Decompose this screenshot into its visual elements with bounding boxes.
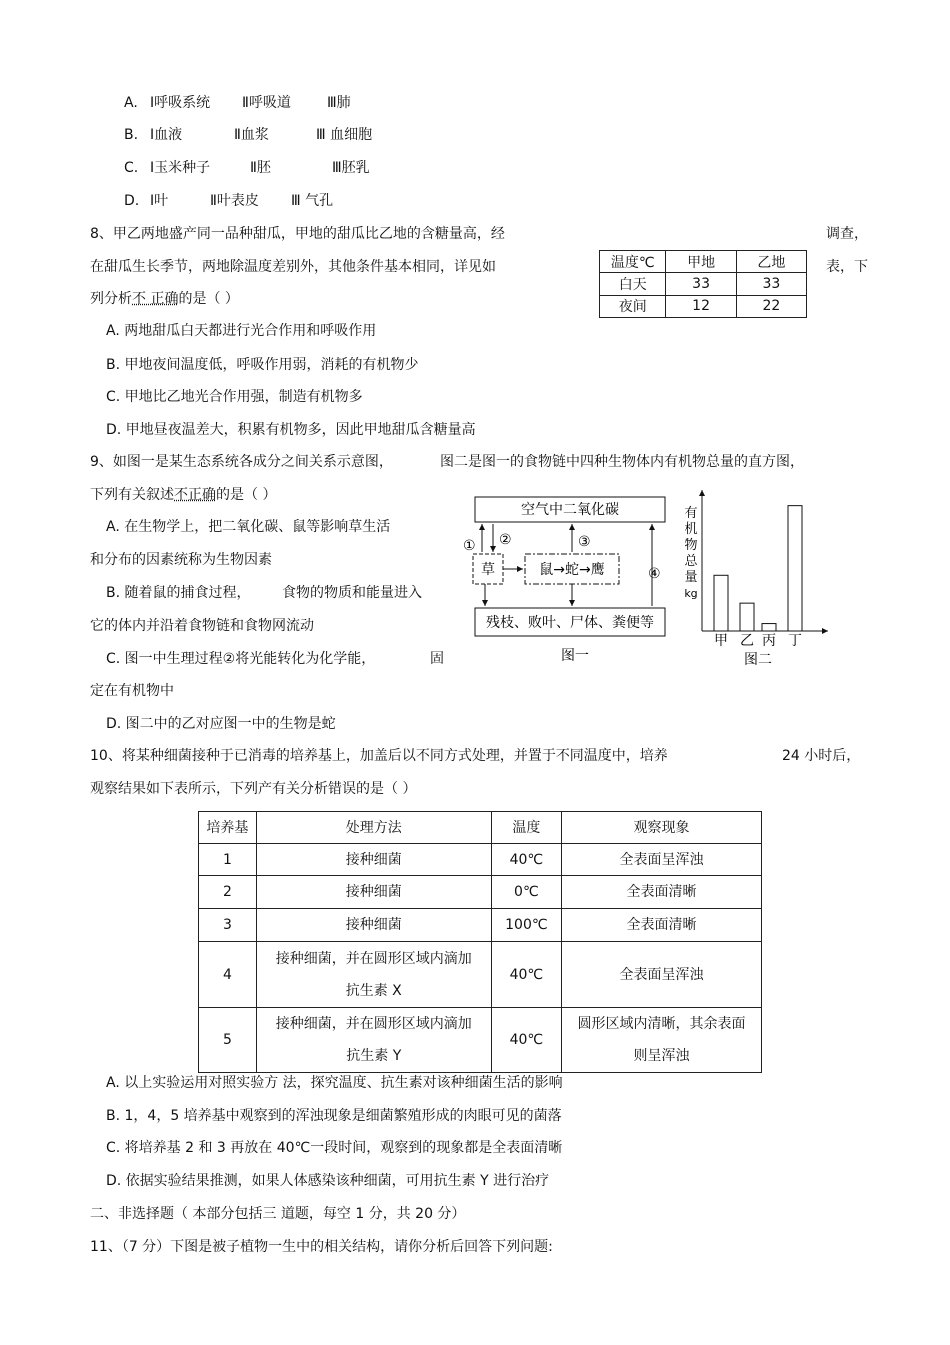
q8-stem-line1-end: 调查， [826, 226, 868, 242]
table-cell: 全表面呈浑浊 [562, 844, 762, 876]
biomass-bar-chart [680, 485, 840, 670]
chain-label: 鼠→蛇→鹰 [539, 562, 605, 578]
stem-text: 的是（ ） [178, 291, 239, 307]
q8-stem-line1: 8、甲乙两地盛产同一品种甜瓜，甲地的甜瓜比乙地的含糖量高，经 [90, 226, 505, 242]
method-line2: 抗生素 X [345, 982, 402, 999]
y-axis-label-char: 总 [684, 554, 698, 569]
q7-option-d [124, 192, 334, 210]
fig2-caption: 图二 [744, 652, 772, 668]
obs-line2: 则呈浑浊 [633, 1048, 690, 1064]
q8-option-b: B. 甲地夜间温度低，呼吸作用弱，消耗的有机物少 [106, 357, 419, 373]
option-term-iii: Ⅲ肺 [327, 95, 351, 111]
table-cell: 全表面清晰 [562, 876, 762, 909]
q9-option-a-line2: 和分布的因素统称为生物因素 [90, 552, 272, 568]
table-cell: 40℃ [491, 1008, 561, 1073]
category-label: 丁 [788, 633, 802, 649]
q9-option-c-line1: C. 图一中生理过程②将光能转化为化学能， [106, 651, 376, 667]
q11-stem: 11、（7 分）下图是被子植物一生中的相关结构，请你分析后回答下列问题: [90, 1239, 553, 1255]
option-term-i: Ⅰ呼吸系统 [150, 95, 211, 111]
method-line1: 接种细菌，并在圆形区域内滴加 [275, 1016, 472, 1032]
label-3: ③ [578, 534, 591, 550]
table-cell: 100℃ [491, 909, 561, 942]
q8-option-d: D. 甲地昼夜温差大，积累有机物多，因此甲地甜瓜含糖量高 [106, 422, 476, 438]
category-label: 丙 [762, 633, 776, 649]
table-row [199, 909, 762, 942]
bar-4 [788, 506, 802, 631]
table-cell: 接种细菌 [256, 909, 491, 942]
q9-option-d: D. 图二中的乙对应图一中的生物是蛇 [106, 716, 336, 732]
table-cell: 12 [666, 295, 736, 317]
residue-label: 残枝、败叶、尸体、粪便等 [486, 615, 654, 631]
q8-option-a: A. 两地甜瓜白天都进行光合作用和呼吸作用 [106, 323, 377, 339]
emphasis-text: 不 正确 [132, 291, 179, 307]
table-cell [256, 942, 491, 1008]
table-cell: 40℃ [491, 844, 561, 876]
table-cell: 全表面呈浑浊 [562, 942, 762, 1008]
q10-stem-line2: 观察结果如下表所示，下列产有关分析错误的是（ ） [90, 781, 417, 797]
section-heading: 二、非选择题（ 本部分包括三 道题，每空 1 分，共 20 分） [90, 1206, 466, 1222]
table-header: 甲地 [666, 251, 736, 273]
table-row [199, 942, 762, 1008]
table-cell: 33 [666, 273, 736, 295]
q9-option-b-line1: B. 随着鼠的捕食过程， [106, 585, 251, 601]
table-header: 乙地 [736, 251, 806, 273]
table-cell: 接种细菌 [256, 876, 491, 909]
q9-stem-line1-b: 图二是图一的食物链中四种生物体内有机物总量的直方图， [440, 454, 804, 470]
q9-stem-line1: 9、如图一是某生态系统各成分之间关系示意图， [90, 454, 393, 470]
stem-text: 下列有关叙述 [90, 487, 174, 503]
table-row [199, 1008, 762, 1073]
q8-stem-line2-end: 表，下 [826, 259, 868, 275]
label-2: ② [499, 532, 512, 548]
stem-text: 列分析 [90, 291, 132, 307]
method-line1: 接种细菌，并在圆形区域内滴加 [275, 950, 472, 967]
option-letter: B. [124, 127, 139, 143]
q10-stem-line1: 10、将某种细菌接种于已消毒的培养基上，加盖后以不同方式处理，并置于不同温度中，培养 [90, 748, 668, 764]
q9-option-b-line2: 它的体内并沿着食物链和食物网流动 [90, 618, 314, 634]
table-cell: 接种细菌 [256, 844, 491, 876]
q7-option-a [124, 94, 351, 112]
category-label: 甲 [714, 633, 728, 649]
table-cell: 白天 [600, 273, 666, 295]
option-letter: C. [124, 160, 139, 176]
table-cell: 2 [199, 876, 257, 909]
table-header: 处理方法 [256, 812, 491, 844]
option-term-ii: Ⅱ呼吸道 [242, 95, 291, 111]
fig1-caption: 图一 [561, 648, 589, 664]
option-letter: A. [124, 95, 138, 111]
table-cell: 33 [736, 273, 806, 295]
table-cell [256, 1008, 491, 1073]
q10-option-d: D. 依据实验结果推测，如果人体感染该种细菌，可用抗生素 Y 进行治疗 [106, 1173, 550, 1189]
option-term-i: Ⅰ血液 [150, 127, 183, 143]
method-line2: 抗生素 Y [346, 1048, 402, 1064]
table-cell: 40℃ [491, 942, 561, 1008]
table-header: 培养基 [199, 812, 257, 844]
table-cell: 夜间 [600, 295, 666, 317]
q10-stem-line1-end: 24 小时后， [782, 748, 861, 764]
label-4: ④ [648, 566, 661, 582]
emphasis-text: 不正确 [174, 487, 216, 503]
table-cell: 1 [199, 844, 257, 876]
table-cell: 0℃ [491, 876, 561, 909]
option-term-ii: Ⅱ血浆 [234, 127, 269, 143]
q8-option-c: C. 甲地比乙地光合作用强，制造有机物多 [106, 389, 363, 405]
option-term-i: Ⅰ玉米种子 [150, 160, 211, 176]
q9-option-c-line1-b: 固 [430, 651, 444, 667]
table-cell: 4 [199, 942, 257, 1008]
table-row [199, 844, 762, 876]
q10-option-c: C. 将培养基 2 和 3 再放在 40℃一段时间，观察到的现象都是全表面清晰 [106, 1140, 563, 1156]
table-cell: 3 [199, 909, 257, 942]
table-header: 观察现象 [562, 812, 762, 844]
category-label: 乙 [740, 633, 754, 649]
obs-line1: 圆形区域内清晰，其余表面 [577, 1016, 746, 1032]
y-axis-label [684, 506, 698, 600]
option-term-ii: Ⅱ胚 [250, 160, 271, 176]
y-axis-label-char: 物 [684, 538, 698, 553]
bar-3 [762, 624, 776, 631]
table-row [199, 876, 762, 909]
temperature-table [599, 250, 807, 318]
option-term-ii: Ⅱ叶表皮 [210, 193, 259, 209]
y-axis-label-char: 有 [684, 506, 698, 521]
co2-label: 空气中二氧化碳 [521, 502, 619, 518]
table-cell: 全表面清晰 [562, 909, 762, 942]
label-1: ① [463, 538, 476, 554]
q8-stem-line3 [90, 290, 239, 308]
category-labels [714, 633, 802, 649]
option-letter: D. [124, 193, 140, 209]
option-term-iii: Ⅲ 血细胞 [316, 127, 373, 143]
bar-2 [740, 603, 754, 631]
q9-option-b-line1-b: 食物的物质和能量进入 [282, 585, 422, 601]
culture-table [198, 811, 762, 1073]
bar-1 [714, 575, 728, 631]
q8-stem-line2: 在甜瓜生长季节，两地除温度差别外，其他条件基本相同，详见如 [90, 259, 496, 275]
option-term-iii: Ⅲ胚乳 [332, 160, 370, 176]
table-header: 温度℃ [600, 251, 666, 273]
q10-option-a: A. 以上实验运用对照实验方 法，探究温度、抗生素对该种细菌生活的影响 [106, 1075, 563, 1091]
bars [714, 506, 802, 631]
y-axis-label-char: 机 [684, 522, 698, 537]
stem-text: 的是（ ） [216, 487, 277, 503]
option-term-i: Ⅰ叶 [150, 193, 169, 209]
table-cell: 22 [736, 295, 806, 317]
y-axis-label-char: kg [684, 587, 698, 600]
table-header: 温度 [491, 812, 561, 844]
option-term-iii: Ⅲ 气孔 [291, 193, 334, 209]
q10-option-b: B. 1，4，5 培养基中观察到的浑浊现象是细菌繁殖形成的肉眼可见的菌落 [106, 1108, 562, 1124]
q7-option-c [124, 159, 370, 177]
q7-option-b [124, 126, 373, 144]
q9-stem-line2 [90, 486, 276, 504]
table-cell: 5 [199, 1008, 257, 1073]
q9-option-c-line2: 定在有机物中 [90, 683, 174, 699]
table-cell [562, 1008, 762, 1073]
ecosystem-diagram [455, 490, 680, 670]
y-axis-label-char: 量 [684, 570, 698, 585]
grass-label: 草 [481, 562, 495, 578]
q9-option-a-line1: A. 在生物学上，把二氧化碳、鼠等影响草生活 [106, 519, 391, 535]
